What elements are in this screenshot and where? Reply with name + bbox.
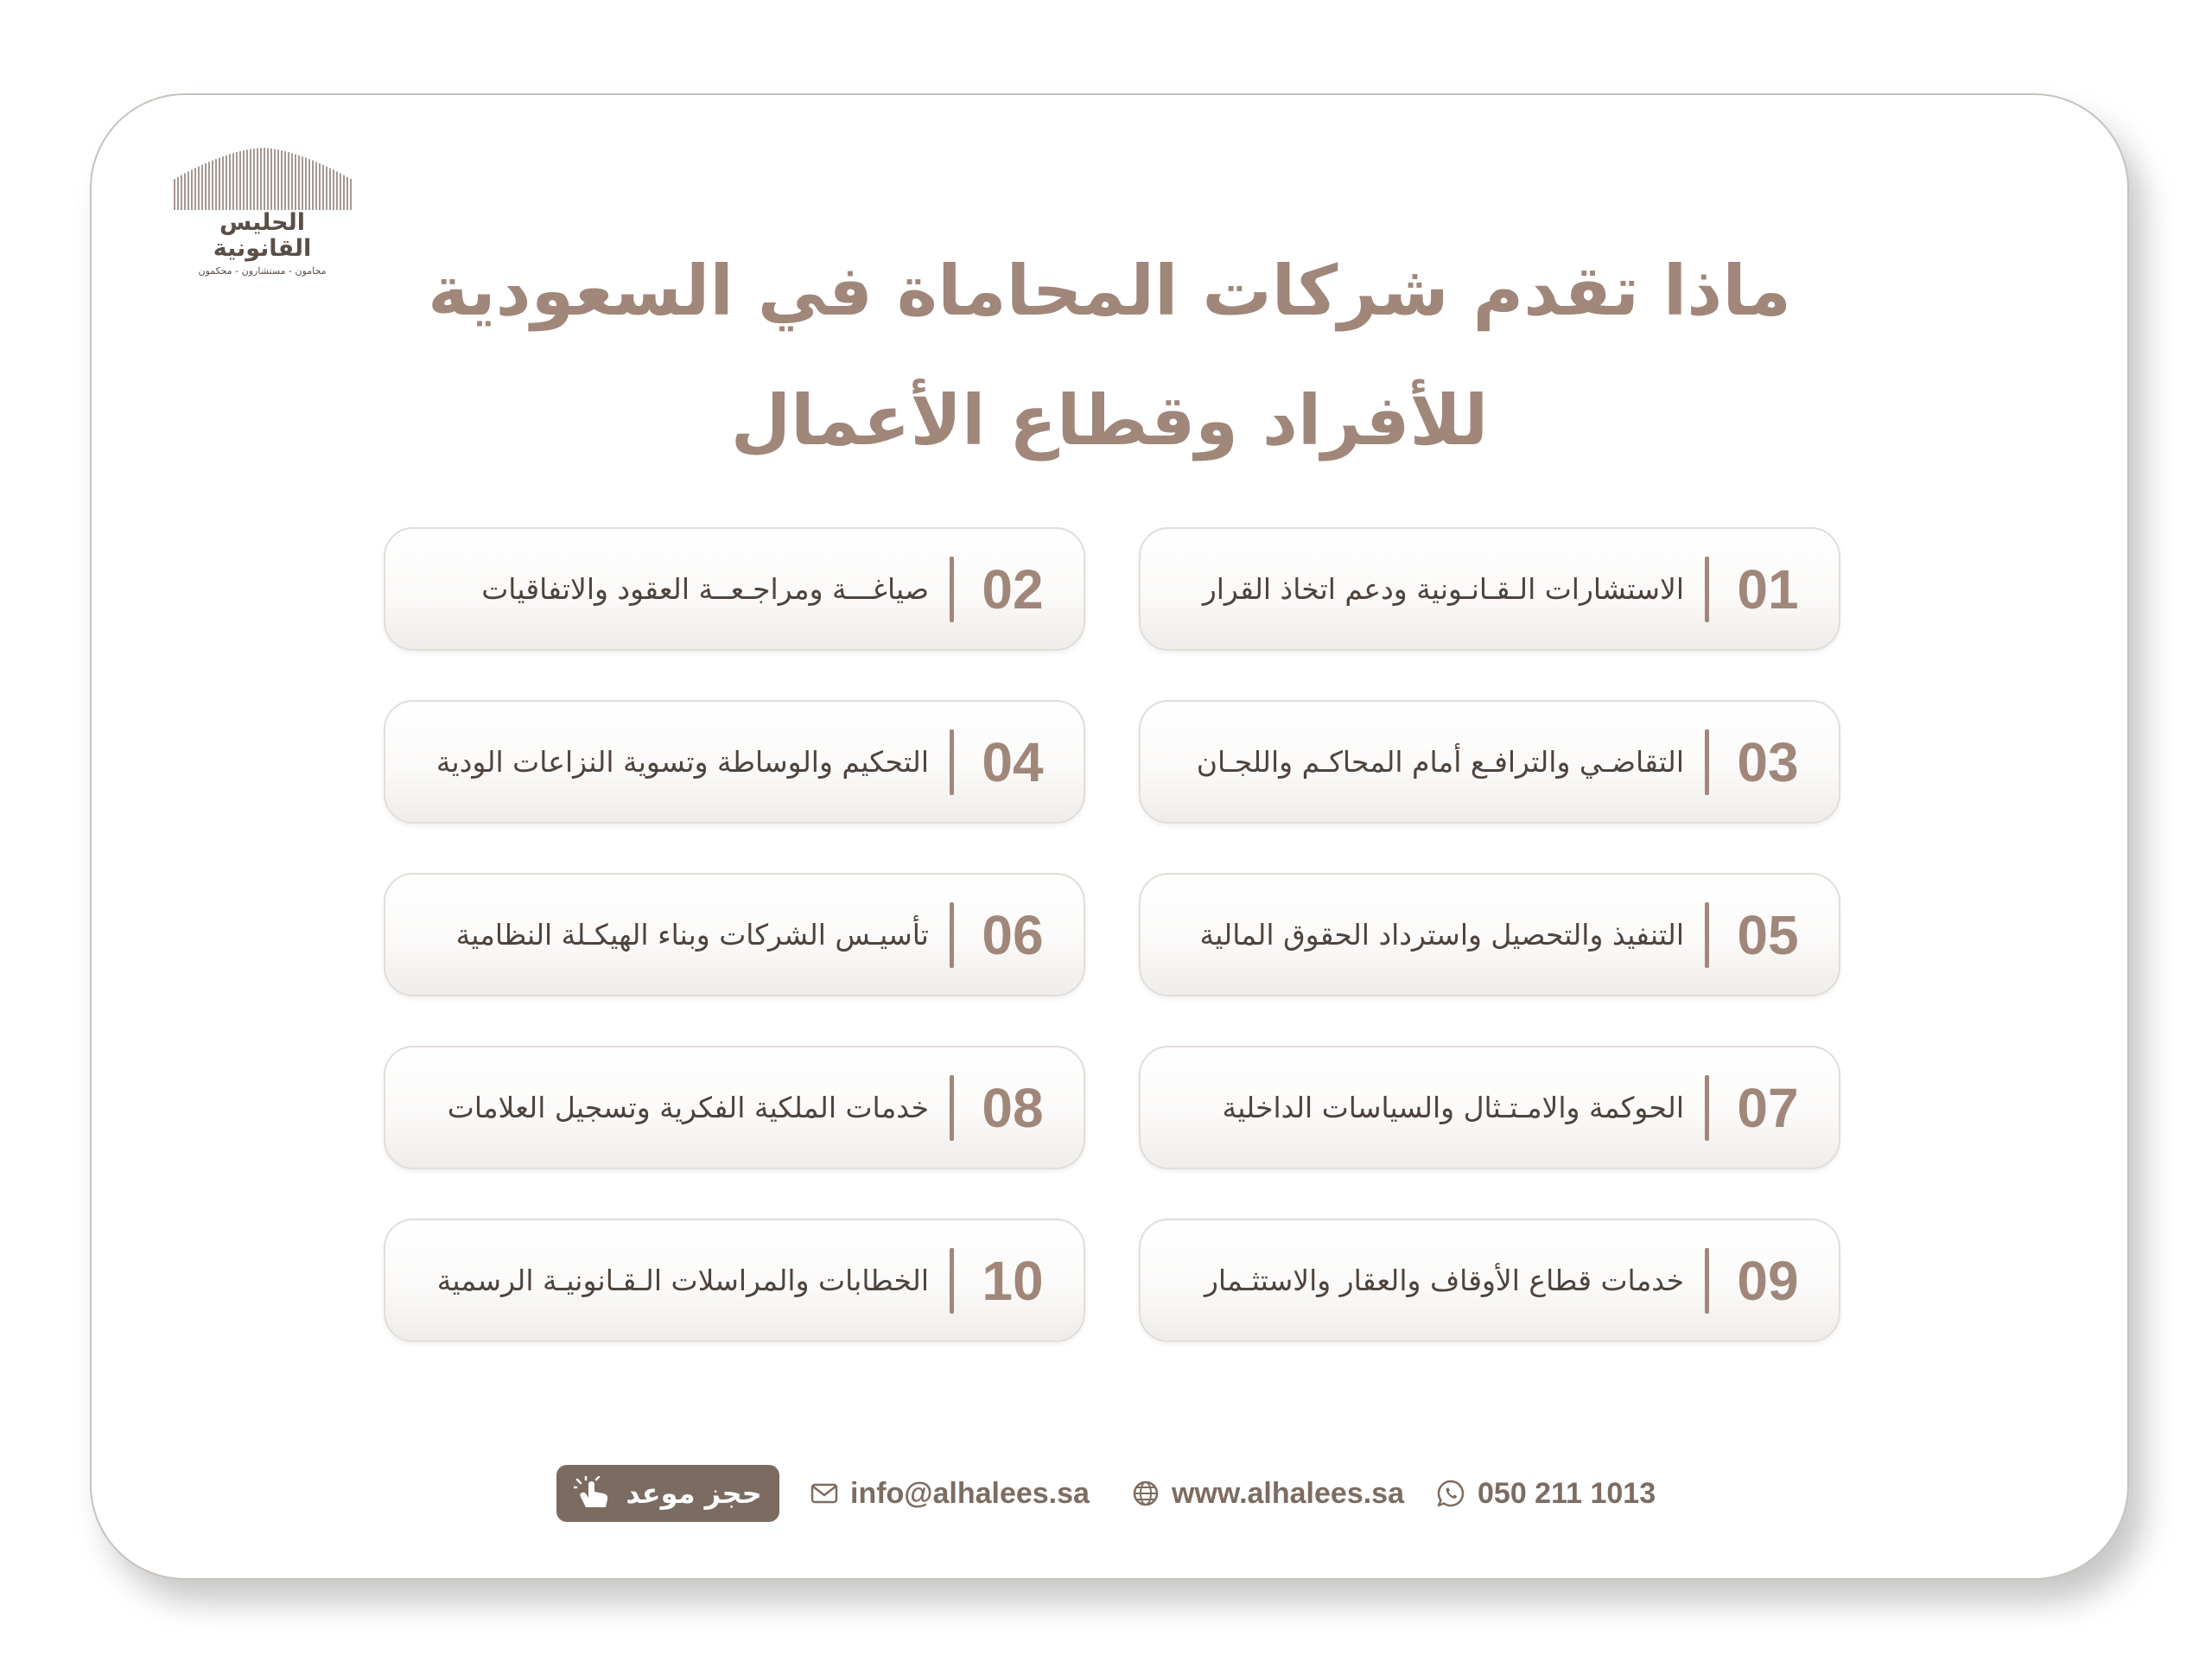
globe-icon	[1132, 1480, 1160, 1507]
phone-contact[interactable]	[1436, 1475, 1656, 1512]
service-card	[384, 873, 1085, 996]
service-card	[384, 1219, 1085, 1342]
service-number: 09	[1737, 1249, 1799, 1312]
logo-tagline: محامون - مستشارون - محكمون	[198, 265, 327, 277]
service-card	[1139, 1219, 1840, 1342]
service-card	[1139, 873, 1840, 996]
service-label: التحكيم والوساطة وتسوية النزاعات الودية	[435, 745, 929, 779]
title-line-2: للأفراد وقطاع الأعمال	[730, 380, 1489, 461]
service-label: الاستشارات الـقـانـونية ودعم اتخاذ القرار	[1202, 572, 1684, 606]
service-label: خدمات قطاع الأوقاف والعقار والاستثـمار	[1204, 1264, 1684, 1297]
title-line-1: ماذا تقدم شركات المحاماة في السعودية	[428, 251, 1791, 331]
service-card	[384, 700, 1085, 824]
email-text: info@alhalees.sa	[850, 1476, 1090, 1510]
service-label: صياغـــة ومراجـعــة العقود والاتفاقيات	[481, 572, 929, 606]
website-text: www.alhalees.sa	[1172, 1476, 1404, 1510]
whatsapp-icon	[1436, 1479, 1465, 1508]
service-label: الخطابات والمراسلات الـقـانونيـة الرسمية	[436, 1264, 929, 1297]
divider	[1705, 729, 1709, 795]
service-number: 06	[982, 903, 1044, 966]
service-number: 01	[1737, 557, 1799, 621]
service-label: خدمات الملكية الفكرية وتسجيل العلامات	[447, 1091, 929, 1124]
service-number: 08	[982, 1076, 1044, 1139]
logo-name: الحليس القانونية	[213, 209, 312, 262]
divider	[950, 729, 954, 795]
divider	[1705, 902, 1709, 968]
divider	[950, 1075, 954, 1141]
book-appointment-button[interactable]	[556, 1465, 779, 1522]
service-number: 07	[1737, 1076, 1799, 1139]
page-title	[92, 226, 2127, 486]
phone-text: 050 211 1013	[1478, 1476, 1656, 1510]
divider	[1705, 1248, 1709, 1314]
service-label: التقاضـي والترافـع أمام المحاكـم واللجـان	[1196, 745, 1684, 779]
service-label: التنفيذ والتحصيل واسترداد الحقوق المالية	[1199, 918, 1684, 952]
hand-pointer-icon	[574, 1476, 613, 1511]
service-number: 02	[982, 557, 1044, 621]
service-label: تأسيـس الشركات وبناء الهيكـلة النظامية	[455, 918, 929, 952]
service-card	[1139, 527, 1840, 651]
service-card	[384, 527, 1085, 651]
divider	[1705, 1075, 1709, 1141]
book-appointment-label: حجز موعد	[626, 1477, 762, 1510]
contact-footer	[92, 1465, 2127, 1522]
service-number: 04	[982, 730, 1044, 793]
logo-pillars-icon	[172, 143, 353, 213]
service-number: 05	[1737, 903, 1799, 966]
service-card	[384, 1046, 1085, 1169]
email-contact[interactable]	[810, 1475, 1090, 1512]
divider	[950, 557, 954, 622]
divider	[950, 902, 954, 968]
website-contact[interactable]	[1132, 1475, 1404, 1512]
service-card	[1139, 1046, 1840, 1169]
infographic-card	[90, 93, 2129, 1580]
service-card	[1139, 700, 1840, 824]
divider	[1705, 557, 1709, 622]
envelope-icon	[810, 1483, 838, 1504]
services-grid	[384, 527, 1840, 1340]
service-number: 10	[982, 1249, 1044, 1312]
service-label: الحوكمة والامـتـثال والسياسات الداخلية	[1222, 1091, 1684, 1124]
divider	[950, 1248, 954, 1314]
service-number: 03	[1737, 730, 1799, 793]
